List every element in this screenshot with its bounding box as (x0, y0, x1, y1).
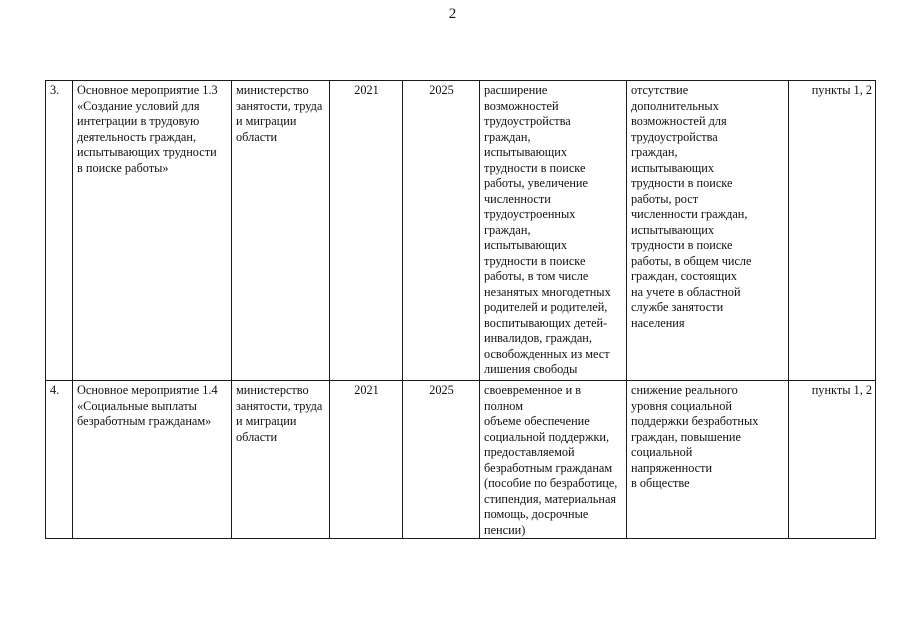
start-year-cell: 2021 (330, 381, 403, 539)
start-year-cell: 2021 (330, 81, 403, 381)
executor-cell: министерство занятости, труда и миграции области (232, 381, 330, 539)
table-row (46, 81, 876, 381)
event-cell: Основное мероприятие 1.4 «Социальные выплаты безработным гражданам» (73, 381, 232, 539)
related-points-cell: пункты 1, 2 (789, 81, 876, 381)
consequences-cell: снижение реального уровня социальной поддержки безработных граждан, повышение социальной напряженности в обществе (627, 381, 789, 539)
consequences-cell: отсутствие дополнительных возможностей для трудоустройства граждан, испытывающих трудности в поиске работы, рост численности граждан, испытывающих трудности в поиске работы, в общем числе граждан, состоящих на учете в областной службе занятости населения (627, 81, 789, 381)
executor-cell: министерство занятости, труда и миграции области (232, 81, 330, 381)
related-points-cell: пункты 1, 2 (789, 381, 876, 539)
table-row (46, 381, 876, 539)
end-year-cell: 2025 (403, 81, 480, 381)
measures-table (45, 80, 876, 539)
event-cell: Основное мероприятие 1.3 «Создание условий для интеграции в трудовую деятельность граждан, испытывающих трудности в поиске работы» (73, 81, 232, 381)
row-number-cell: 4. (46, 381, 73, 539)
page-number: 2 (448, 6, 457, 22)
expected-result-cell: расширение возможностей трудоустройства граждан, испытывающих трудности в поиске работы, увеличение численности трудоустроенных граждан, испытывающих трудности в поиске работы, в том числе незанятых многодетных родителей и родителей, воспитывающих детей- инвалидов, граждан, освобожденных из мест лишения свободы (480, 81, 627, 381)
expected-result-cell: своевременное и в полном объеме обеспечение социальной поддержки, предоставляемой безработным гражданам (пособие по безработице, стипендия, материальная помощь, досрочные пенсии) (480, 381, 627, 539)
row-number-cell: 3. (46, 81, 73, 381)
end-year-cell: 2025 (403, 381, 480, 539)
